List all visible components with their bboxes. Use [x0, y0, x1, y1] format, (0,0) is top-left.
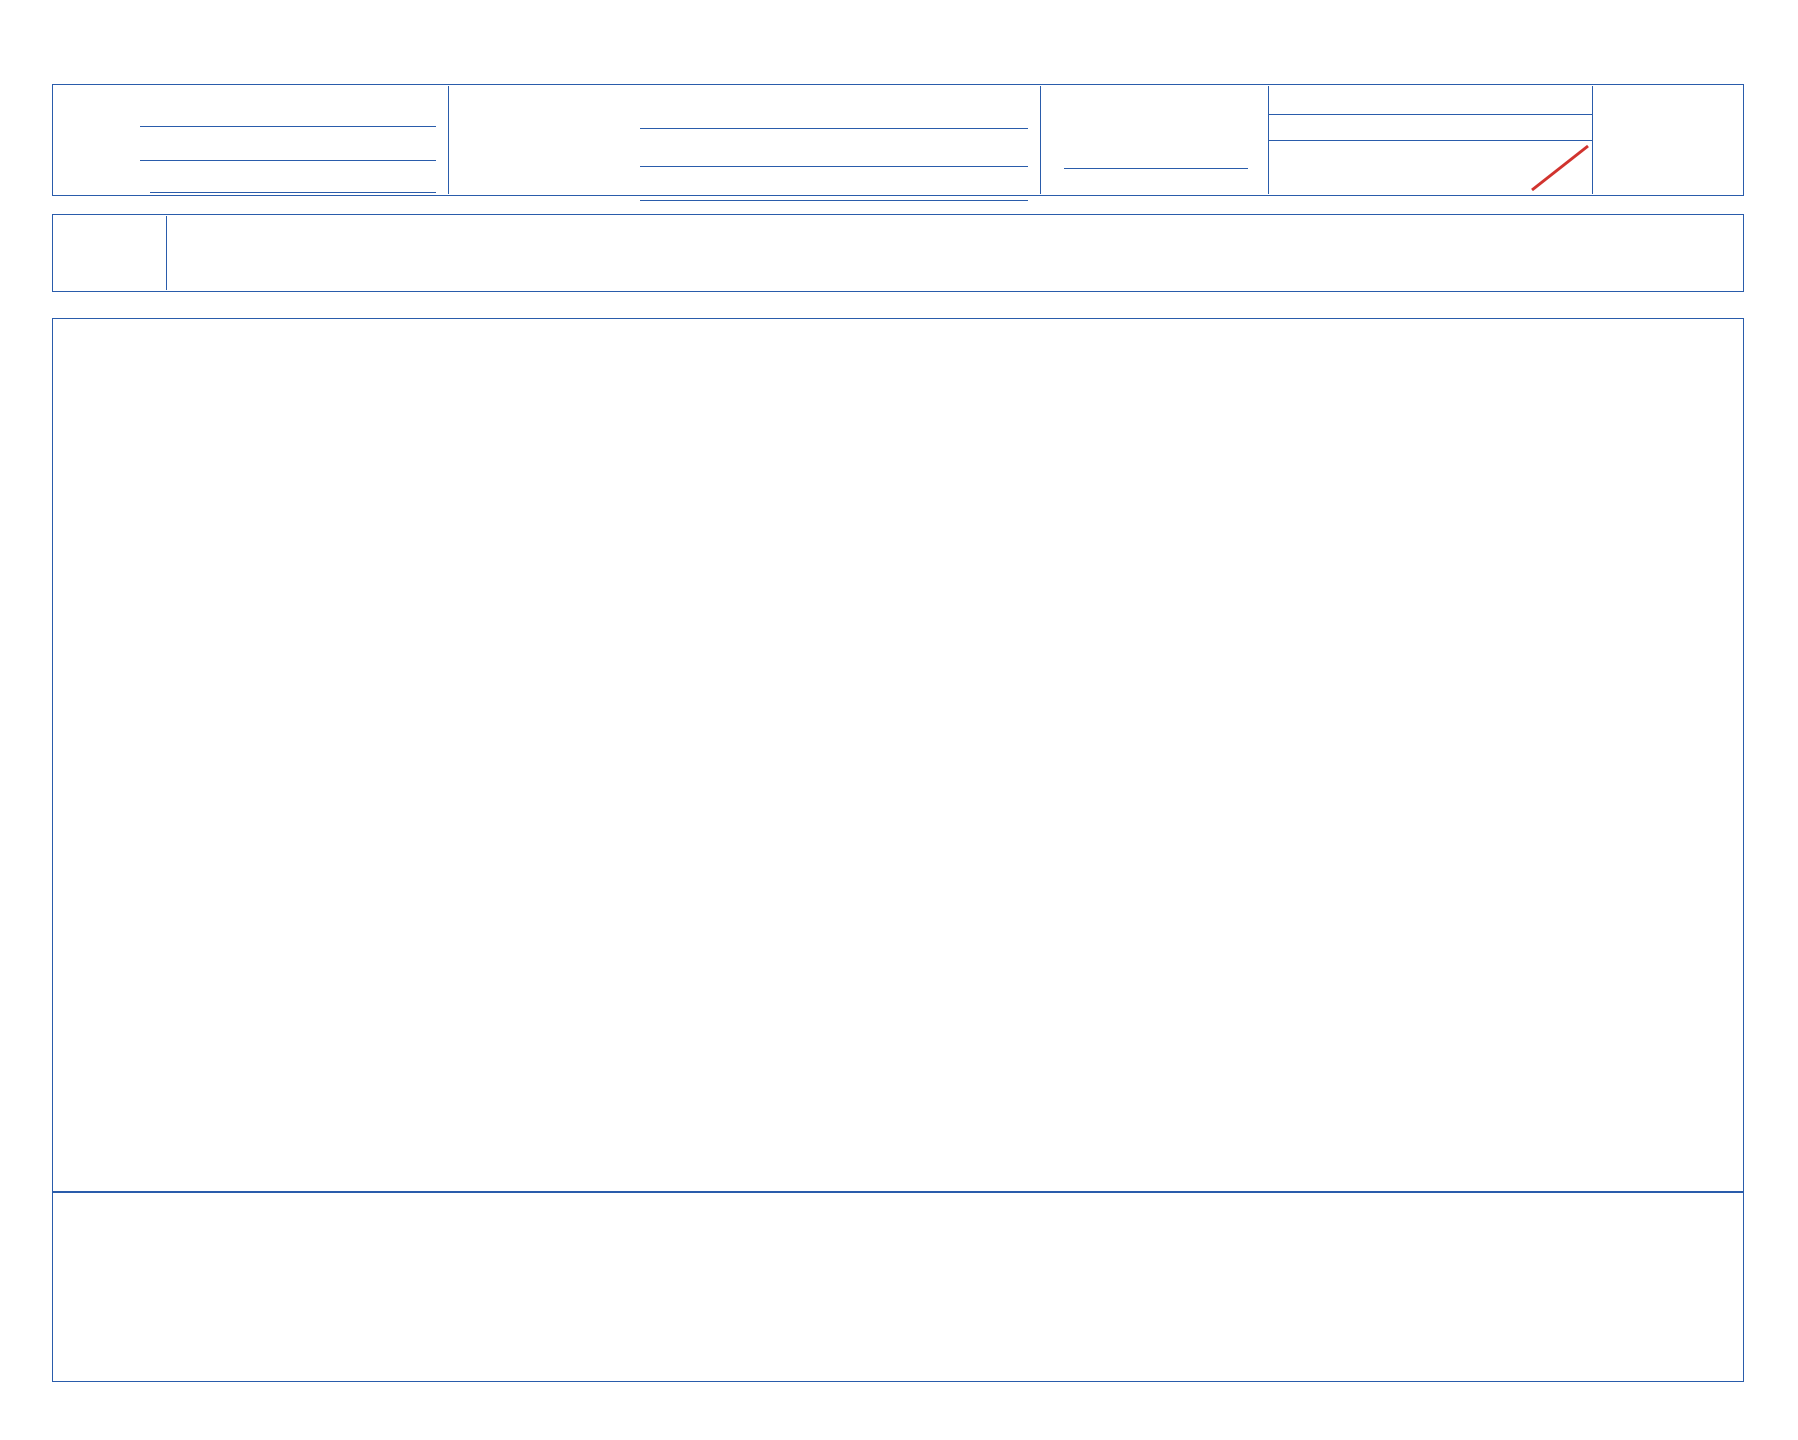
- sbq-rule2: [1268, 140, 1592, 141]
- sbq-rule: [1268, 114, 1592, 115]
- admin-rule[interactable]: [1064, 168, 1248, 169]
- running-score-label-divider: [166, 216, 167, 290]
- header-divider-2: [1040, 86, 1041, 194]
- ot-slash-icon: [1528, 142, 1594, 194]
- place-rule: [150, 192, 436, 193]
- home-team-rule: [640, 128, 1028, 129]
- time-rule: [140, 160, 436, 161]
- date-rule: [140, 126, 436, 127]
- header-divider-1: [448, 86, 449, 194]
- asst-coach-rule: [640, 200, 1028, 201]
- bottom-block: [52, 1192, 1744, 1382]
- running-score-block: [52, 214, 1744, 292]
- player-table: [52, 318, 1744, 1192]
- head-coach-rule: [640, 166, 1028, 167]
